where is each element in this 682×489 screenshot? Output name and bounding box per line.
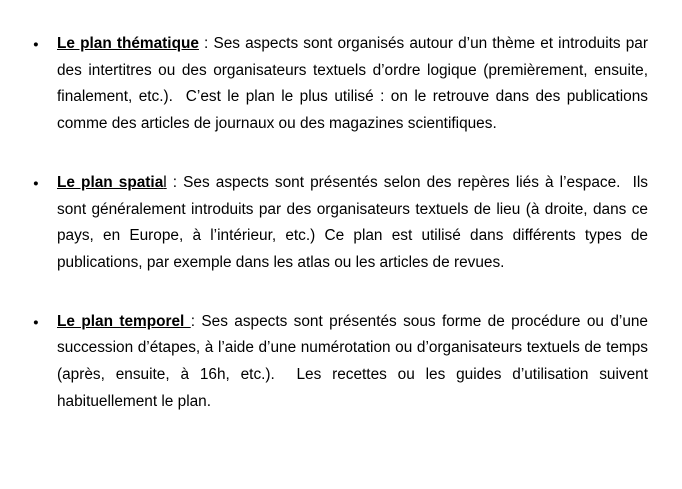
paragraph-temporel bbox=[57, 309, 653, 416]
paragraph-title-tail: l bbox=[163, 173, 167, 191]
paragraph-body: : Ses aspects sont présentés sous forme de procédure ou d’une succession d’étapes, à l’aide d’une numérotation ou d’organisateurs textuels de temps (après, ensuite, à 16h, etc.). Les recettes ou les guides d’utilisation suivent habituellement le plan. bbox=[57, 312, 653, 410]
bullet-icon: ● bbox=[33, 39, 39, 50]
paragraph-spatial bbox=[57, 170, 653, 277]
paragraph-title: Le plan spatia bbox=[57, 173, 164, 191]
paragraph-body: : Ses aspects sont organisés autour d’un thème et introduits par des intertitres ou des organisateurs textuels d’ordre logique (premièrement, ensuite, finalement, etc.). C’est le plan le plus utilisé : on le retrouve dans des publications comme des articles de journaux ou des magazines scientifiques. bbox=[57, 35, 653, 133]
paragraph-thematique bbox=[57, 31, 653, 138]
bullet-list bbox=[33, 31, 653, 415]
paragraph-title: Le plan temporel bbox=[57, 312, 191, 330]
list-item bbox=[33, 170, 653, 277]
list-item bbox=[33, 31, 653, 138]
paragraph-body: : Ses aspects sont présentés selon des repères liés à l’espace. Ils sont généralement introduits par des organisateurs textuels de lieu (à droite, dans ce pays, en Europe, à l’intérieur, etc.) Ce plan est utilisé dans différents types de publications, par exemple dans les atlas ou les articles de revues. bbox=[57, 173, 653, 271]
bullet-icon: ● bbox=[33, 316, 39, 328]
list-item bbox=[33, 309, 653, 416]
bullet-icon: ● bbox=[33, 177, 39, 189]
paragraph-title: Le plan thématique bbox=[57, 35, 199, 52]
